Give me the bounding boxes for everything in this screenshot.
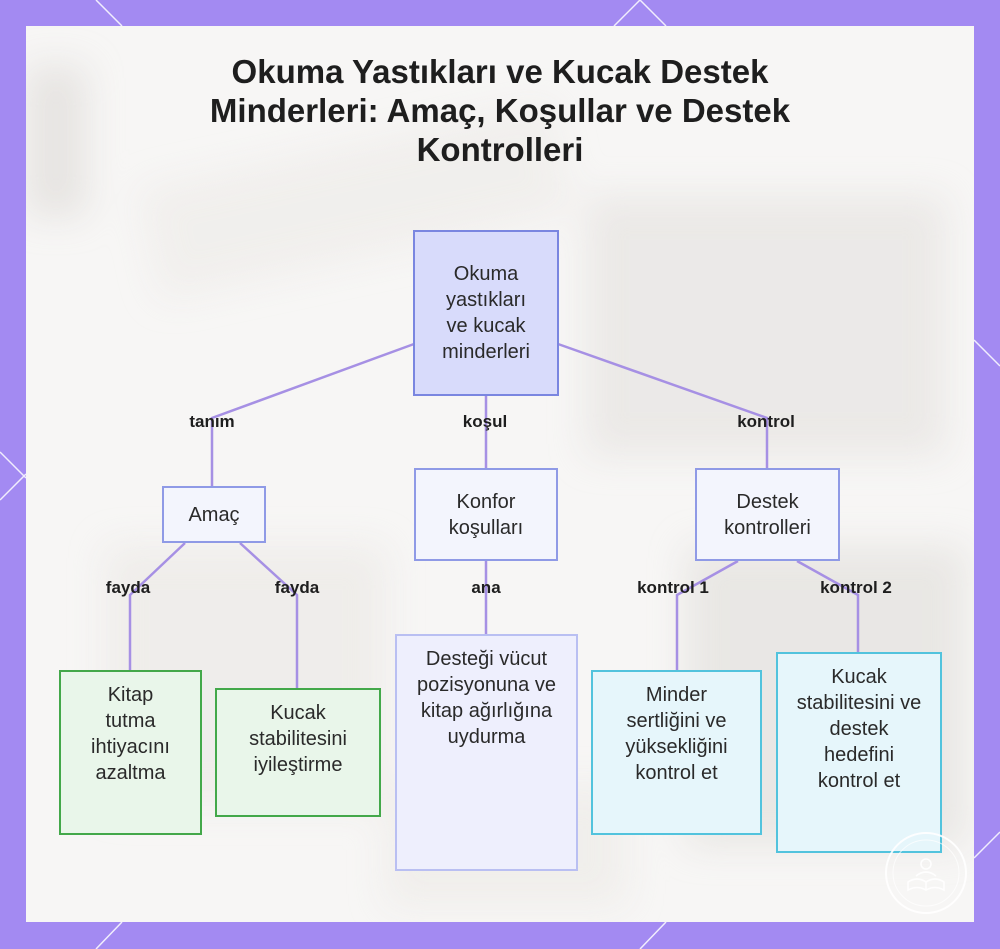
node-vucut-label: Desteği vücut pozisyonuna ve kitap ağırlığına uydurma <box>417 648 556 748</box>
diagram-title: Okuma Yastıkları ve Kucak Destek Minderleri: Amaç, Koşullar ve Destek Kontrolleri <box>209 53 791 168</box>
node-destek <box>695 468 840 561</box>
edge-label-fayda-2: fayda <box>274 578 320 597</box>
node-konfor <box>414 468 558 561</box>
node-minder <box>591 670 762 835</box>
node-stabilite <box>215 688 381 817</box>
edge-label-tanim: tanım <box>189 412 235 431</box>
node-hedef-label: Kucak stabilitesini ve destek hedefini kontrol et <box>796 666 922 792</box>
edge-tanim <box>212 344 414 486</box>
edge-fayda-2 <box>240 543 297 688</box>
node-root <box>413 230 559 396</box>
edge-label-kosul: koşul <box>462 412 508 431</box>
edge-label-kontrol-1: kontrol 1 <box>637 578 709 597</box>
edge-label-ana: ana <box>471 578 501 597</box>
edge-kontrol-2 <box>797 561 858 652</box>
edge-label-kontrol-2: kontrol 2 <box>820 578 892 597</box>
node-destek-label: Destek kontrolleri <box>724 490 811 539</box>
edge-kontrol <box>558 344 767 468</box>
node-hedef <box>776 652 942 853</box>
node-kitap <box>59 670 202 835</box>
node-vucut <box>395 634 578 871</box>
node-amac-label: Amaç <box>188 503 240 526</box>
book-hands-icon <box>883 830 969 916</box>
node-root-label: Okuma yastıkları ve kucak minderleri <box>442 263 530 363</box>
edge-label-fayda-1: fayda <box>105 578 151 597</box>
node-amac <box>162 486 266 543</box>
edge-label-kontrol: kontrol <box>737 412 795 431</box>
node-minder-label: Minder sertliğini ve yüksekliğini kontrol et <box>625 684 728 784</box>
node-konfor-label: Konfor koşulları <box>448 490 524 539</box>
node-stabilite-label: Kucak stabilitesini iyileştirme <box>249 702 347 776</box>
node-kitap-label: Kitap tutma ihtiyacını azaltma <box>91 684 170 784</box>
edge-fayda-1 <box>130 543 185 670</box>
